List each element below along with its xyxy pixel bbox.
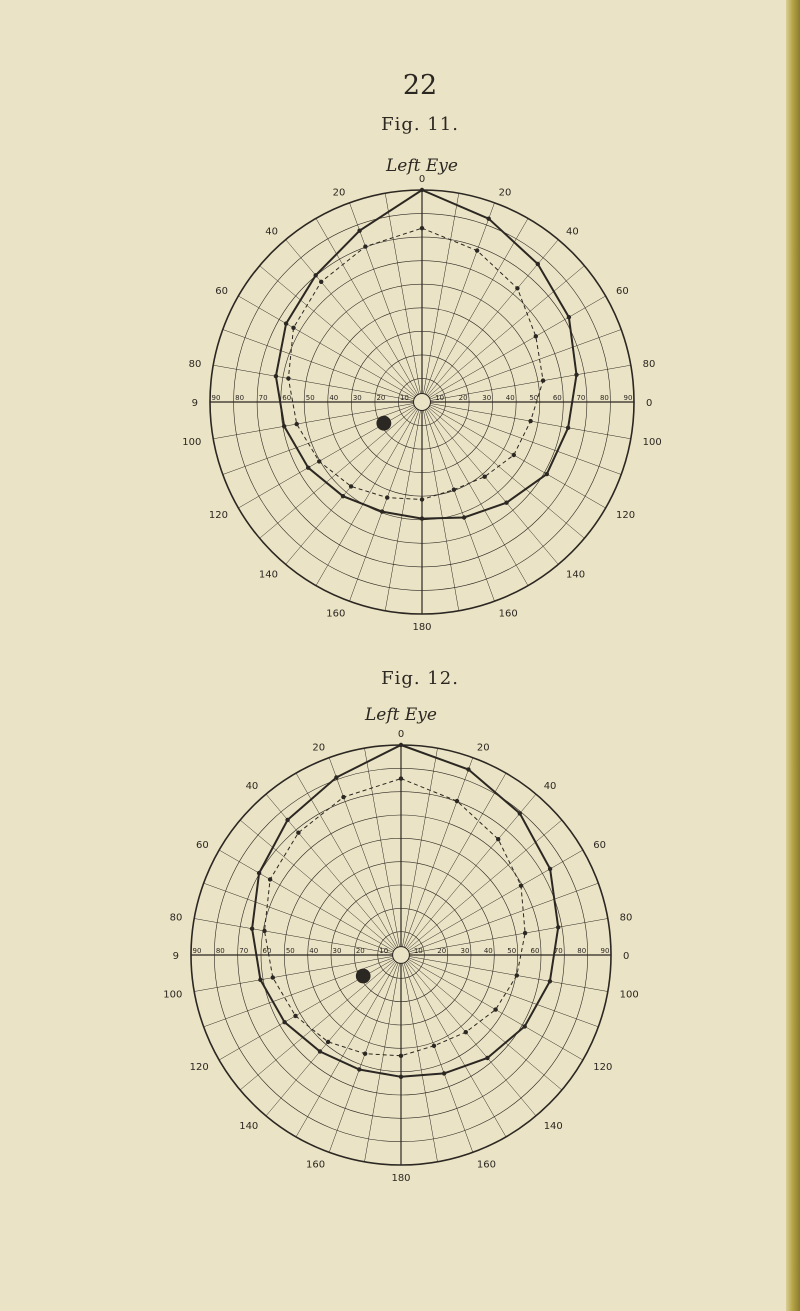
right-degree-label: 20 bbox=[498, 187, 512, 199]
field-point bbox=[556, 925, 560, 929]
figure-11-perimetry-chart bbox=[182, 174, 661, 633]
left-degree-label: 160 bbox=[326, 608, 346, 620]
horizontal-scale-label: 50 bbox=[305, 394, 315, 402]
figure-12-label: Left Eye bbox=[365, 705, 437, 725]
left-degree-label: 40 bbox=[265, 226, 278, 238]
field-point bbox=[341, 795, 345, 799]
field-point bbox=[518, 811, 522, 815]
horizontal-scale-label: 30 bbox=[332, 947, 342, 955]
field-point bbox=[567, 315, 571, 319]
horizontal-scale-label: 70 bbox=[239, 947, 249, 955]
field-point bbox=[349, 484, 353, 488]
meridian-line bbox=[365, 748, 402, 955]
left-degree-label: 100 bbox=[182, 436, 202, 448]
field-point bbox=[483, 475, 487, 479]
right-degree-label: 160 bbox=[476, 1159, 496, 1171]
left-degree-label: 9 bbox=[191, 398, 198, 409]
left-degree-label: 160 bbox=[306, 1159, 326, 1171]
right-degree-label: 60 bbox=[616, 286, 629, 297]
left-degree-label: 20 bbox=[332, 187, 346, 199]
horizontal-scale-label: 40 bbox=[505, 394, 515, 402]
horizontal-scale-label: 70 bbox=[576, 394, 586, 402]
field-point bbox=[442, 1071, 446, 1075]
field-point bbox=[515, 286, 519, 290]
left-degree-label: 120 bbox=[208, 510, 228, 521]
left-degree-label: 20 bbox=[312, 742, 326, 754]
right-degree-label: 0 bbox=[646, 398, 653, 409]
horizontal-scale-label: 50 bbox=[507, 947, 517, 955]
horizontal-scale-label: 40 bbox=[483, 947, 493, 955]
field-point bbox=[284, 321, 288, 325]
meridian-line bbox=[422, 193, 459, 402]
left-degree-label: 140 bbox=[239, 1121, 259, 1133]
meridian-line bbox=[385, 402, 422, 611]
horizontal-scale-label: 10 bbox=[379, 947, 389, 955]
horizontal-scale-label: 90 bbox=[192, 947, 202, 955]
meridian-line bbox=[365, 955, 402, 1162]
field-point bbox=[274, 374, 278, 378]
field-point bbox=[487, 217, 491, 221]
horizontal-scale-label: 90 bbox=[600, 947, 610, 955]
field-point bbox=[334, 775, 338, 779]
right-degree-label: 120 bbox=[616, 510, 636, 521]
field-point bbox=[262, 929, 266, 933]
field-point bbox=[314, 273, 318, 277]
meridian-line bbox=[422, 402, 459, 611]
field-point bbox=[566, 426, 570, 430]
right-degree-label: 40 bbox=[543, 780, 557, 792]
left-degree-label: 100 bbox=[163, 989, 183, 1001]
field-point bbox=[475, 248, 479, 252]
field-point bbox=[519, 884, 523, 888]
field-point bbox=[291, 326, 295, 330]
field-point bbox=[548, 979, 552, 983]
field-point bbox=[462, 515, 466, 519]
field-point bbox=[318, 1049, 322, 1053]
field-point bbox=[512, 453, 516, 457]
horizontal-scale-label: 50 bbox=[529, 394, 539, 402]
field-point bbox=[452, 488, 456, 492]
field-point bbox=[363, 244, 367, 248]
field-point bbox=[420, 188, 424, 192]
field-point bbox=[296, 831, 300, 835]
horizontal-scale-label: 60 bbox=[530, 947, 540, 955]
field-point bbox=[357, 1067, 361, 1071]
field-point bbox=[523, 931, 527, 935]
field-point bbox=[523, 1024, 527, 1028]
horizontal-scale-label: 70 bbox=[258, 394, 268, 402]
horizontal-scale-label: 20 bbox=[458, 394, 468, 402]
horizontal-scale-label: 70 bbox=[553, 947, 563, 955]
left-degree-label: 40 bbox=[245, 780, 259, 792]
right-degree-label: 40 bbox=[566, 226, 579, 238]
left-degree-label: 120 bbox=[189, 1062, 209, 1073]
field-point bbox=[363, 1052, 367, 1056]
field-point bbox=[420, 516, 424, 520]
left-degree-label: 140 bbox=[258, 569, 278, 581]
horizontal-scale-label: 80 bbox=[599, 394, 609, 402]
page-number: 22 bbox=[402, 70, 438, 101]
meridian-line bbox=[401, 955, 608, 992]
field-point bbox=[317, 459, 321, 463]
top-degree-label: 0 bbox=[397, 729, 405, 740]
horizontal-scale-label: 30 bbox=[460, 947, 470, 955]
field-point bbox=[399, 1054, 403, 1058]
field-point bbox=[574, 373, 578, 377]
meridian-line bbox=[385, 193, 422, 402]
blind-spot-mark bbox=[356, 969, 371, 984]
horizontal-scale-label: 60 bbox=[262, 947, 272, 955]
horizontal-scale-label: 10 bbox=[399, 394, 409, 402]
horizontal-scale-label: 80 bbox=[235, 394, 245, 402]
horizontal-scale-label: 20 bbox=[437, 947, 447, 955]
field-point bbox=[357, 229, 361, 233]
field-point bbox=[285, 818, 289, 822]
horizontal-scale-label: 80 bbox=[215, 947, 225, 955]
field-point bbox=[399, 1075, 403, 1079]
horizontal-scale-label: 10 bbox=[413, 947, 423, 955]
figure-11-label: Left Eye bbox=[386, 156, 458, 176]
field-point bbox=[306, 466, 310, 470]
horizontal-scale-label: 60 bbox=[552, 394, 562, 402]
field-point bbox=[534, 334, 538, 338]
horizontal-scale-label: 10 bbox=[435, 394, 445, 402]
field-point bbox=[420, 497, 424, 501]
meridian-line bbox=[213, 365, 422, 402]
field-point bbox=[528, 419, 532, 423]
field-point bbox=[432, 1044, 436, 1048]
horizontal-scale-label: 50 bbox=[285, 947, 295, 955]
field-point bbox=[545, 472, 549, 476]
right-degree-label: 160 bbox=[498, 608, 518, 620]
horizontal-scale-label: 40 bbox=[329, 394, 339, 402]
field-point bbox=[485, 1056, 489, 1060]
outer-field-boundary bbox=[276, 187, 577, 519]
field-point bbox=[455, 799, 459, 803]
right-degree-label: 140 bbox=[543, 1121, 563, 1133]
field-point bbox=[282, 1020, 286, 1024]
figure-12-perimetry-chart bbox=[163, 729, 638, 1184]
field-point bbox=[268, 877, 272, 881]
meridian-line bbox=[401, 748, 438, 955]
field-point bbox=[258, 978, 262, 982]
left-degree-label: 60 bbox=[195, 840, 209, 851]
field-point bbox=[493, 1007, 497, 1011]
left-degree-label: 60 bbox=[215, 286, 228, 297]
field-point bbox=[548, 867, 552, 871]
right-degree-label: 80 bbox=[619, 912, 633, 924]
right-degree-label: 60 bbox=[593, 840, 607, 851]
right-degree-label: 120 bbox=[593, 1062, 613, 1073]
field-point bbox=[380, 509, 384, 513]
field-point bbox=[271, 975, 275, 979]
field-point bbox=[466, 767, 470, 771]
meridian-line bbox=[194, 919, 401, 956]
field-point bbox=[282, 424, 286, 428]
horizontal-scale-label: 90 bbox=[623, 394, 633, 402]
horizontal-scale-label: 60 bbox=[282, 394, 292, 402]
field-point bbox=[257, 871, 261, 875]
horizontal-scale-label: 40 bbox=[309, 947, 319, 955]
horizontal-scale-label: 80 bbox=[577, 947, 587, 955]
blind-spot-mark bbox=[376, 416, 391, 431]
outer-field-boundary bbox=[252, 745, 558, 1077]
left-degree-label: 9 bbox=[172, 951, 179, 962]
field-point bbox=[515, 973, 519, 977]
horizontal-scale-label: 90 bbox=[211, 394, 221, 402]
right-degree-label: 140 bbox=[566, 569, 586, 581]
left-degree-label: 80 bbox=[169, 912, 183, 924]
field-point bbox=[420, 226, 424, 230]
field-point bbox=[504, 501, 508, 505]
bottom-degree-label: 180 bbox=[391, 1173, 411, 1184]
fixation-point bbox=[393, 947, 410, 964]
fixation-point bbox=[414, 394, 431, 411]
horizontal-scale-label: 20 bbox=[355, 947, 365, 955]
field-point bbox=[536, 262, 540, 266]
right-degree-label: 100 bbox=[619, 989, 639, 1001]
right-degree-label: 100 bbox=[642, 436, 662, 448]
inner-field-boundary bbox=[288, 228, 543, 499]
field-point bbox=[541, 378, 545, 382]
bottom-degree-label: 180 bbox=[412, 622, 432, 633]
horizontal-scale-label: 20 bbox=[376, 394, 386, 402]
top-degree-label: 0 bbox=[418, 174, 426, 185]
meridian-line bbox=[401, 955, 438, 1162]
field-point bbox=[295, 422, 299, 426]
field-point bbox=[286, 376, 290, 380]
right-degree-label: 80 bbox=[642, 359, 656, 371]
field-point bbox=[464, 1030, 468, 1034]
right-degree-label: 20 bbox=[476, 742, 490, 754]
right-degree-label: 0 bbox=[623, 951, 630, 962]
horizontal-scale-label: 30 bbox=[482, 394, 492, 402]
meridian-line bbox=[422, 402, 631, 439]
left-degree-label: 80 bbox=[188, 359, 202, 371]
field-point bbox=[399, 743, 403, 747]
figure-12-caption: Fig. 12. bbox=[381, 668, 459, 689]
field-point bbox=[293, 1014, 297, 1018]
field-point bbox=[399, 776, 403, 780]
horizontal-scale-label: 30 bbox=[352, 394, 362, 402]
field-point bbox=[250, 927, 254, 931]
field-point bbox=[385, 495, 389, 499]
figure-11-caption: Fig. 11. bbox=[381, 114, 459, 135]
field-point bbox=[496, 837, 500, 841]
field-point bbox=[319, 280, 323, 284]
field-point bbox=[326, 1040, 330, 1044]
field-point bbox=[341, 494, 345, 498]
